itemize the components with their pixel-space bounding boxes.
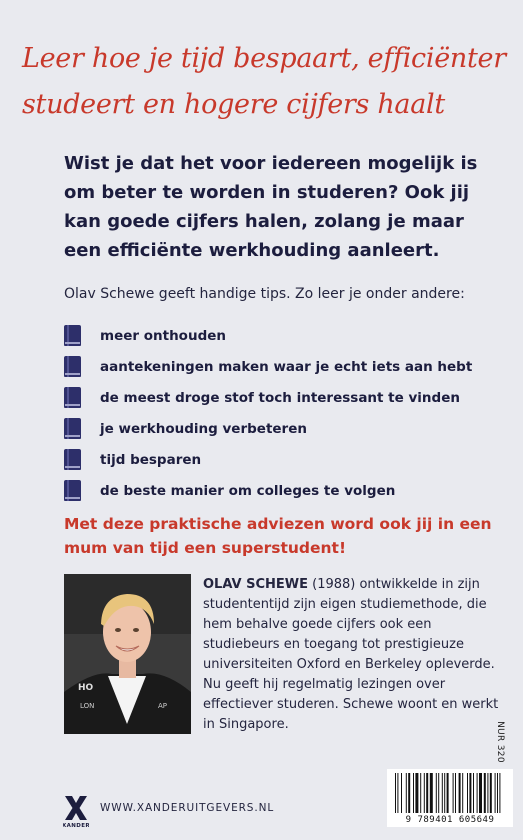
isbn-number: 9 789401 605649 [405, 815, 495, 825]
tagline-line-1: Leer hoe je tijd bespaart, efficiënter [22, 43, 506, 74]
nur-text: NUR 320 [495, 721, 505, 763]
tagline [22, 36, 512, 128]
barcode-bars [393, 773, 507, 813]
svg-text:HO: HO [78, 683, 94, 693]
book-icon [64, 387, 81, 408]
xander-logo [63, 795, 89, 829]
svg-text:XANDER: XANDER [63, 823, 89, 829]
intro-paragraph: Wist je dat het voor iedereen mogelijk is om beter te worden in studeren? Ook jij kan goede cijfers halen, zolang je maar een efficiënte werkhouding aanleert. [64, 153, 478, 261]
svg-text:LON: LON [80, 702, 95, 710]
tip-text: meer onthouden [100, 327, 227, 344]
barcode [387, 769, 513, 827]
tip-text: je werkhouding verbeteren [100, 420, 307, 437]
tips-list [64, 320, 504, 506]
tip-text: de meest droge stof toch interessant te vinden [100, 389, 460, 406]
svg-text:AP: AP [158, 702, 168, 710]
tip-text: de beste manier om colleges te volgen [100, 482, 396, 499]
tagline-line-2: studeert en hogere cijfers haalt [22, 89, 445, 120]
closing-statement: Met deze praktische adviezen word ook jij in een mum van tijd een superstudent! [64, 515, 492, 557]
tips-lead: Olav Schewe geeft handige tips. Zo leer je onder andere: [64, 286, 465, 302]
author-bio-text: (1988) ontwikkelde in zijn studententijd zijn eigen studiemethode, die hem behalve goede cijfers ook een studiebeurs en toegang tot prestigieuze universiteiten Oxford en Berkeley opleverde. Nu geeft hij regelmatig lezingen over effectiever studeren. Schewe woont en werkt in Singapore. [203, 577, 499, 732]
publisher-website: WWW.XANDERUITGEVERS.NL [100, 802, 275, 814]
tip-text: aantekeningen maken waar je echt iets aan hebt [100, 358, 473, 375]
list-item [64, 475, 504, 506]
list-item [64, 320, 504, 351]
author-photo [64, 574, 191, 734]
list-item [64, 351, 504, 382]
book-icon [64, 356, 81, 377]
author-bio [203, 575, 503, 735]
list-item [64, 382, 504, 413]
list-item [64, 444, 504, 475]
book-icon [64, 449, 81, 470]
book-icon [64, 480, 81, 501]
book-icon [64, 325, 81, 346]
tip-text: tijd besparen [100, 451, 202, 468]
author-name: OLAV SCHEWE [203, 577, 308, 592]
book-icon [64, 418, 81, 439]
nur-code [494, 722, 506, 762]
list-item [64, 413, 504, 444]
